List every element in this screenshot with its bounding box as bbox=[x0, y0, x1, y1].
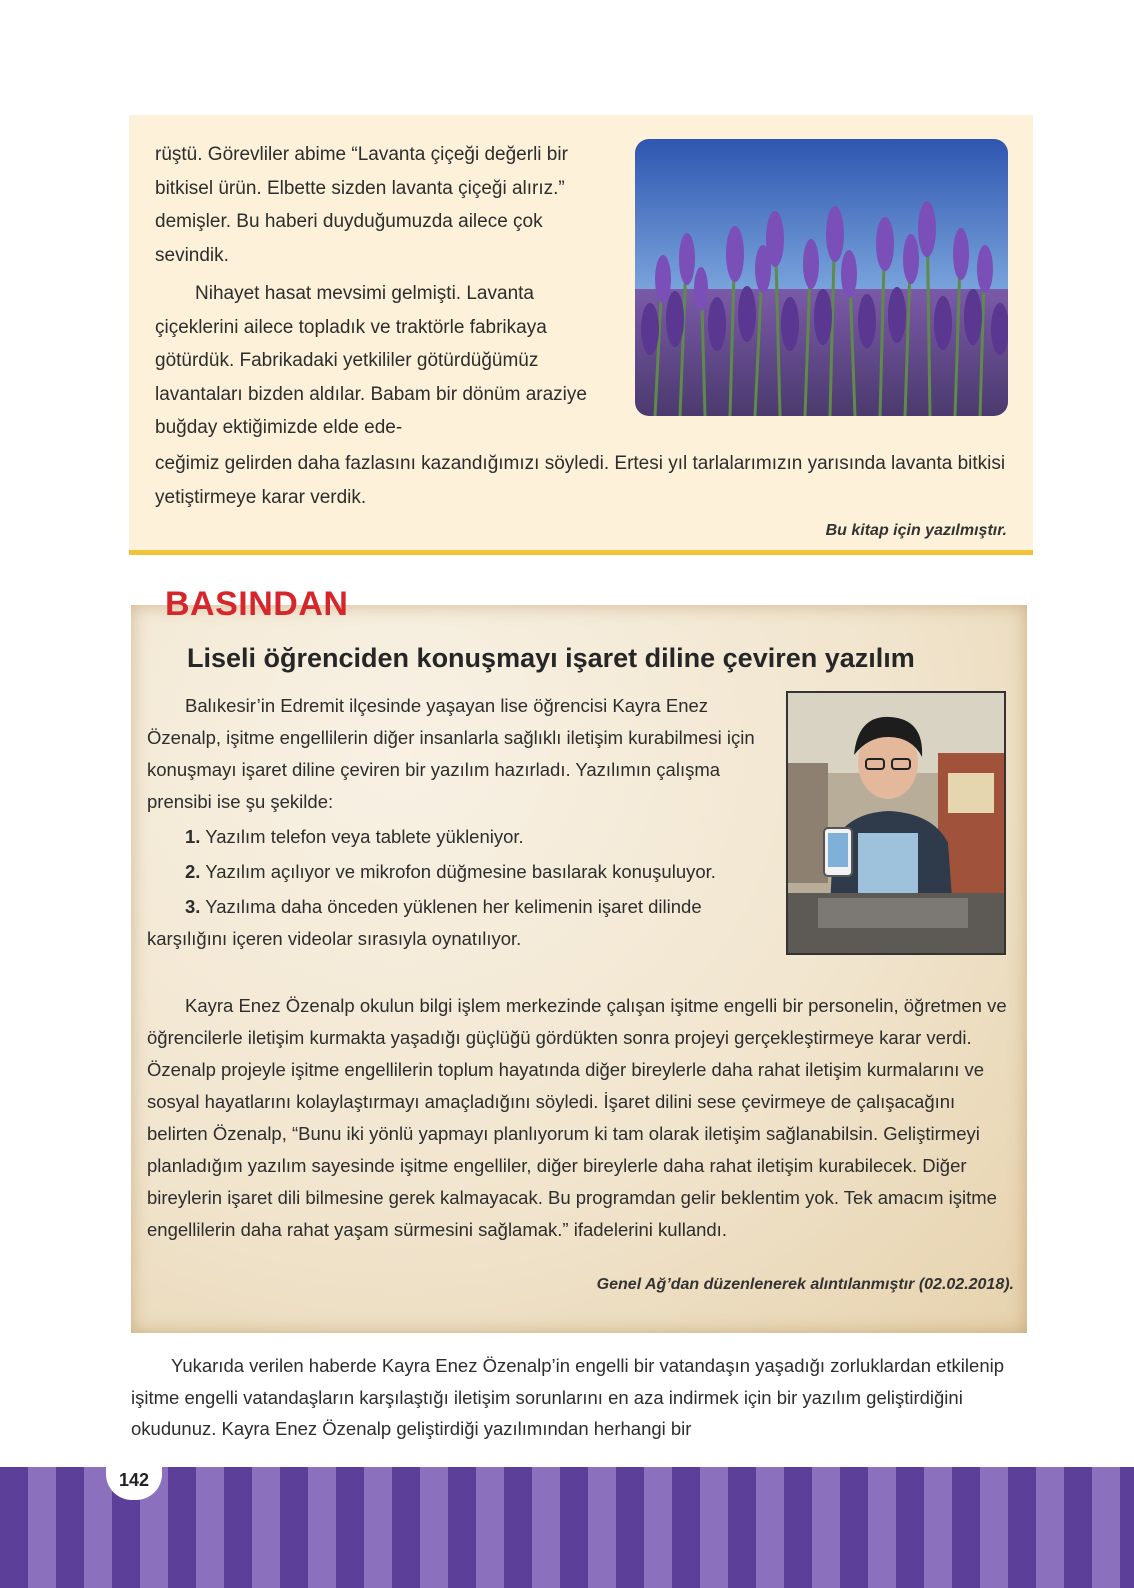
item-text: Yazılım açılıyor ve mikrofon düğmesine basılarak konuşuluyor. bbox=[205, 861, 716, 882]
item-number: 1. bbox=[185, 826, 201, 847]
news-intro: Balıkesir’in Edremit ilçesinde yaşayan lise öğrencisi Kayra Enez Özenalp, işitme engellilerin diğer insanlarla sağlıklı iletişim kurabilmesi için konuşmayı işaret diline çeviren bir yazılım hazırladı. Yazılımın çalışma prensibi ise şu şekilde: bbox=[147, 695, 755, 812]
student-photo bbox=[786, 691, 1006, 955]
news-list-item bbox=[147, 891, 767, 955]
story-paragraph-2-continued: ceğimiz gelirden daha fazlasını kazandığımızı söyledi. Ertesi yıl tarlalarımızın yarısında lavanta bitkisi yetiştirmeye karar verdik. bbox=[155, 453, 1006, 508]
item-text: Yazılım telefon veya tablete yükleniyor. bbox=[205, 826, 524, 847]
item-number: 2. bbox=[185, 861, 201, 882]
item-number: 3. bbox=[185, 896, 201, 917]
story-paragraph-2: Nihayet hasat mevsimi gelmişti. Lavanta çiçeklerini ailece topladık ve traktörle fabrikaya götürdük. Fabrikadaki yetkililer götürdüğümüz lavantaları bizden aldılar. Babam bir dönüm araziye buğday ektiğimizde elde ede- bbox=[155, 283, 587, 438]
story-text bbox=[155, 138, 605, 445]
news-list-item bbox=[147, 821, 767, 853]
footer-stripes bbox=[0, 1467, 1134, 1588]
lavender-photo bbox=[635, 139, 1008, 416]
news-headline: Liseli öğrenciden konuşmayı işaret diline çeviren yazılım bbox=[187, 643, 915, 673]
item-text: Yazılıma daha önceden yüklenen her kelimenin işaret dilinde karşılığını içeren videolar sırasıyla oynatılıyor. bbox=[147, 896, 702, 949]
press-tag: BASINDAN bbox=[165, 585, 349, 623]
news-intro-block bbox=[147, 690, 767, 955]
page-number: 142 bbox=[106, 1464, 162, 1500]
bottom-paragraph: Yukarıda verilen haberde Kayra Enez Özenalp’in engelli bir vatandaşın yaşadığı zorluklardan etkilenip işitme engelli vatandaşların karşılaştığı iletişim sorunlarını en aza indirmek için bir yazılım geliştirdiğini okudunuz. Kayra Enez Özenalp geliştirdiği yazılımından herhangi bir bbox=[131, 1355, 1005, 1439]
news-body: Kayra Enez Özenalp okulun bilgi işlem merkezinde çalışan işitme engelli bir personelin, öğretmen ve öğrencilerle iletişim kurmakta yaşadığı güçlüğü gördükten sonra projeyi gerçekleştirmeye karar verdi. Özenalp projeyle işitme engellilerin toplum hayatında diğer bireylerle daha rahat iletişim kurmalarını ve sosyal hayatlarını kolaylaştırmayı amaçladığını söyledi. İşaret dilini sese çevirmeye de çalışacağını belirten Özenalp, “Bunu iki yönlü yapmayı planlıyorum ki tam olarak iletişim sağlanabilsin. Geliştirmeyi planladığım yazılım sayesinde işitme engelliler, diğer bireylerle daha rahat iletişim kurabilecek. Diğer bireylerin işaret dili bilmesine gerek kalmayacak. Bu programdan gelir beklentim yok. Tek amacım işitme engellilerin daha rahat yaşam sürmesini sağlamak.” ifadelerini kullandı. bbox=[147, 995, 1007, 1240]
story-paragraph-1: rüştü. Görevliler abime “Lavanta çiçeği değerli bir bitkisel ürün. Elbette sizden lavanta çiçeği alırız.” demişler. Bu haberi duyduğumuzda ailece çok sevindik. bbox=[155, 144, 568, 266]
news-source: Genel Ağ’dan düzenlenerek alıntılanmıştır (02.02.2018). bbox=[596, 1276, 1014, 1293]
news-list-item bbox=[147, 856, 767, 888]
story-credit: Bu kitap için yazılmıştır. bbox=[825, 522, 1007, 539]
